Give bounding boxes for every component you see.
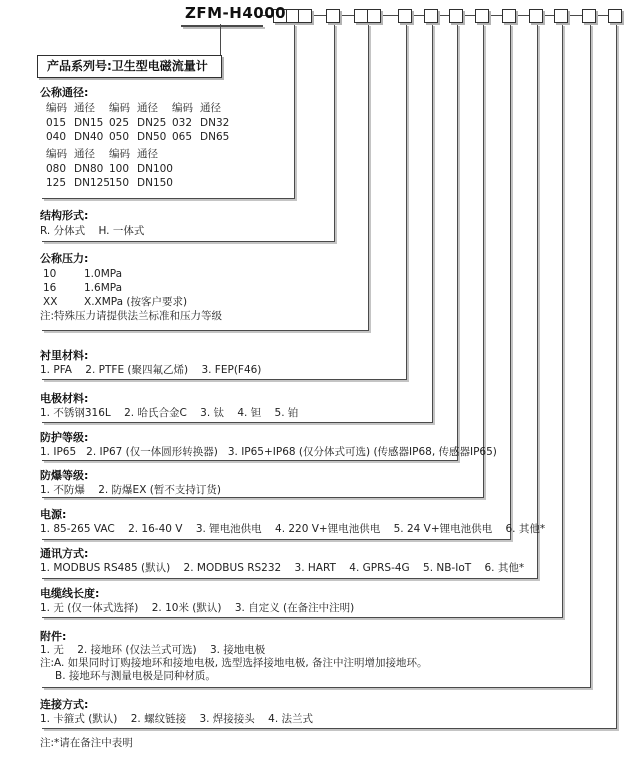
dn-code: 015 <box>46 116 67 129</box>
code-box-group-cable <box>554 9 568 23</box>
section-title-comm: 通讯方式: <box>40 547 89 560</box>
dn-code: 150 <box>109 177 130 189</box>
dn-size: DN25 <box>137 116 167 129</box>
section-title-protection: 防护等级: <box>40 431 89 444</box>
pressure-value: 1.6MPa <box>84 282 123 294</box>
dn-size: DN40 <box>74 131 104 143</box>
dn-code: 050 <box>109 131 130 143</box>
column-header: 通径 <box>137 148 158 160</box>
code-box-cell <box>449 9 463 23</box>
accessories-note-a: 注:A. 如果同时订购接地环和接地电极, 选型选择接地电极, 备注中注明增加接地环。 <box>40 657 428 669</box>
pressure-note: 注:特殊压力请提供法兰标准和压力等级 <box>40 310 223 322</box>
section-items-structure: R. 分体式 H. 一体式 <box>40 225 145 237</box>
column-header: 通径 <box>200 102 221 114</box>
dn-size: DN125 <box>74 177 110 189</box>
pressure-code: XX <box>43 296 58 308</box>
code-box-group-structure <box>326 9 340 23</box>
section-items-power: 1. 85-265 VAC 2. 16-40 V 3. 锂电池供电 4. 220 V+锂电池供电 5. 24 V+锂电池供电 6. 其他* <box>40 523 546 535</box>
pressure-code: 10 <box>43 268 57 280</box>
code-box-group-power <box>502 9 516 23</box>
dn-size: DN15 <box>74 116 104 129</box>
section-items-comm: 1. MODBUS RS485 (默认) 2. MODBUS RS232 3. HART 4. GPRS-4G 5. NB-IoT 6. 其他* <box>40 562 525 574</box>
dn-code: 080 <box>46 162 67 175</box>
section-title-lining: 衬里材料: <box>40 349 89 362</box>
series-label: 产品系列号:卫生型电磁流量计 <box>47 59 208 73</box>
model-number: ZFM-H4000 <box>185 4 287 22</box>
section-title-pressure: 公称压力: <box>40 252 89 265</box>
dn-code: 100 <box>109 162 130 175</box>
column-header: 编码 <box>172 102 193 114</box>
dn-size: DN50 <box>137 131 167 143</box>
code-box-cell <box>475 9 489 23</box>
column-header: 编码 <box>109 148 130 160</box>
code-box-cell <box>298 9 312 23</box>
code-box-cell <box>529 9 543 23</box>
dn-size: DN32 <box>200 116 230 129</box>
column-header: 编码 <box>109 102 130 114</box>
section-title-cable: 电缆线长度: <box>40 587 100 600</box>
dn-size: DN65 <box>200 131 230 143</box>
code-box-group-protection <box>449 9 463 23</box>
section-title-diameter: 公称通径: <box>40 86 89 99</box>
code-box-group-pressure <box>354 9 381 23</box>
section-items-connection: 1. 卡箍式 (默认) 2. 螺纹链接 3. 焊接接头 4. 法兰式 <box>40 713 314 725</box>
code-box-cell <box>398 9 412 23</box>
pressure-table <box>43 267 187 309</box>
dn-code: 040 <box>46 131 67 143</box>
code-box-cell <box>608 9 622 23</box>
dn-size: DN150 <box>137 177 173 189</box>
footer-note: 注:*请在备注中表明 <box>40 737 133 749</box>
accessories-note-b: B. 接地环与测量电极是同种材质。 <box>55 670 216 682</box>
section-items-lining: 1. PFA 2. PTFE (聚四氟乙烯) 3. FEP(F46) <box>40 364 262 376</box>
code-box-group-comm <box>529 9 543 23</box>
code-box-group-explosion <box>475 9 489 23</box>
dn-size: DN100 <box>137 162 173 175</box>
pressure-value: 1.0MPa <box>84 268 123 280</box>
diameter-table-b <box>46 147 245 191</box>
section-title-power: 电源: <box>40 508 67 521</box>
section-items-cable: 1. 无 (仅一体式选择) 2. 10米 (默认) 3. 自定义 (在备注中注明) <box>40 602 355 614</box>
code-box-cell <box>502 9 516 23</box>
dn-code: 032 <box>172 116 193 129</box>
section-items-explosion: 1. 不防爆 2. 防爆EX (暂不支持订货) <box>40 484 221 496</box>
section-items-accessories: 1. 无 2. 接地环 (仅法兰式可选) 3. 接地电极 <box>40 644 266 656</box>
code-box-cell <box>367 9 381 23</box>
section-items-electrode: 1. 不锈钢316L 2. 哈氏合金C 3. 钛 4. 钽 5. 铂 <box>40 407 299 419</box>
column-header: 通径 <box>74 148 95 160</box>
code-box-cell <box>424 9 438 23</box>
pressure-code: 16 <box>43 282 57 294</box>
code-box-group-lining <box>398 9 412 23</box>
section-items-protection: 1. IP65 2. IP67 (仅一体圆形转换器) 3. IP65+IP68 (仅分体式可选) (传感器IP68, 传感器IP65) <box>40 446 497 458</box>
pressure-value: X.XMPa (按客户要求) <box>84 296 188 308</box>
dn-code: 025 <box>109 116 130 129</box>
column-header: 通径 <box>74 102 95 114</box>
section-title-accessories: 附件: <box>40 630 67 643</box>
series-label-box <box>37 55 222 78</box>
diameter-table-a <box>46 101 245 145</box>
dn-code: 065 <box>172 131 193 143</box>
dn-size: DN80 <box>74 162 104 175</box>
code-box-group-connection <box>608 9 622 23</box>
code-box-cell <box>582 9 596 23</box>
section-title-connection: 连接方式: <box>40 698 89 711</box>
code-box-group-electrode <box>424 9 438 23</box>
section-title-explosion: 防爆等级: <box>40 469 89 482</box>
dn-code: 125 <box>46 177 67 189</box>
code-box-group-accessories <box>582 9 596 23</box>
column-header: 编码 <box>46 102 67 114</box>
code-box-cell <box>326 9 340 23</box>
column-header: 编码 <box>46 148 67 160</box>
column-header: 通径 <box>137 102 158 114</box>
section-title-structure: 结构形式: <box>40 209 89 222</box>
section-title-electrode: 电极材料: <box>40 392 89 405</box>
code-box-cell <box>554 9 568 23</box>
